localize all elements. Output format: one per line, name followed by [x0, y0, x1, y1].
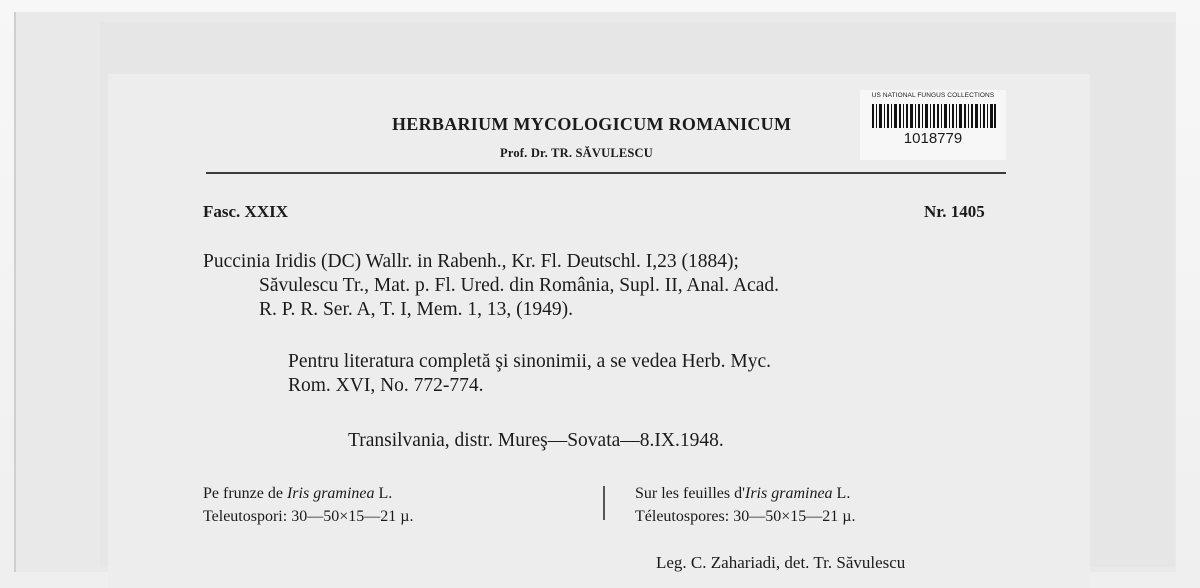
species-line: Săvulescu Tr., Mat. p. Fl. Ured. din România, Supl. II, Anal. Acad. — [259, 275, 779, 296]
literature-line: Rom. XVI, No. 772-774. — [288, 375, 484, 396]
barcode-number: 1018779 — [903, 130, 963, 147]
literature-note — [288, 350, 771, 398]
herbarium-subtitle: Prof. Dr. TR. SĂVULESCU — [500, 146, 654, 160]
host-suffix: L. — [832, 485, 851, 502]
fascicle-number: Fasc. XXIX — [203, 202, 288, 221]
locality: Transilvania, distr. Mureş—Sovata—8.IX.1948. — [348, 430, 724, 451]
host-line — [203, 482, 413, 505]
column-divider — [603, 486, 605, 520]
host-prefix: Pe frunze de — [203, 485, 287, 502]
host-suffix: L. — [374, 485, 393, 502]
barcode-label — [860, 90, 1006, 160]
host-french — [635, 482, 855, 528]
host-species: Iris graminea — [286, 485, 375, 502]
spore-measurements: Teleutospori: 30—50×15—21 µ. — [203, 508, 414, 525]
barcode-caption: US NATIONAL FUNGUS COLLECTIONS — [871, 92, 995, 99]
host-species: Iris graminea — [744, 485, 833, 502]
host-prefix: Sur les feuilles d' — [635, 485, 745, 502]
species-citation — [203, 250, 779, 322]
barcode-icon — [872, 104, 996, 128]
literature-line: Pentru literatura completă şi sinonimii, a se vedea Herb. Myc. — [288, 351, 772, 372]
header-rule — [206, 172, 1006, 174]
host-romanian — [203, 482, 413, 528]
herbarium-title: HERBARIUM MYCOLOGICUM ROMANICUM — [392, 114, 792, 134]
species-line: R. P. R. Ser. A, T. I, Mem. 1, 13, (1949). — [259, 299, 573, 320]
spore-measurements: Téleutospores: 30—50×15—21 µ. — [635, 508, 856, 525]
host-line — [635, 482, 855, 505]
specimen-number: Nr. 1405 — [924, 202, 985, 221]
collector-line: Leg. C. Zahariadi, det. Tr. Săvulescu — [656, 553, 906, 572]
species-line: Puccinia Iridis (DC) Wallr. in Rabenh., Kr. Fl. Deutschl. I,23 (1884); — [203, 251, 739, 272]
